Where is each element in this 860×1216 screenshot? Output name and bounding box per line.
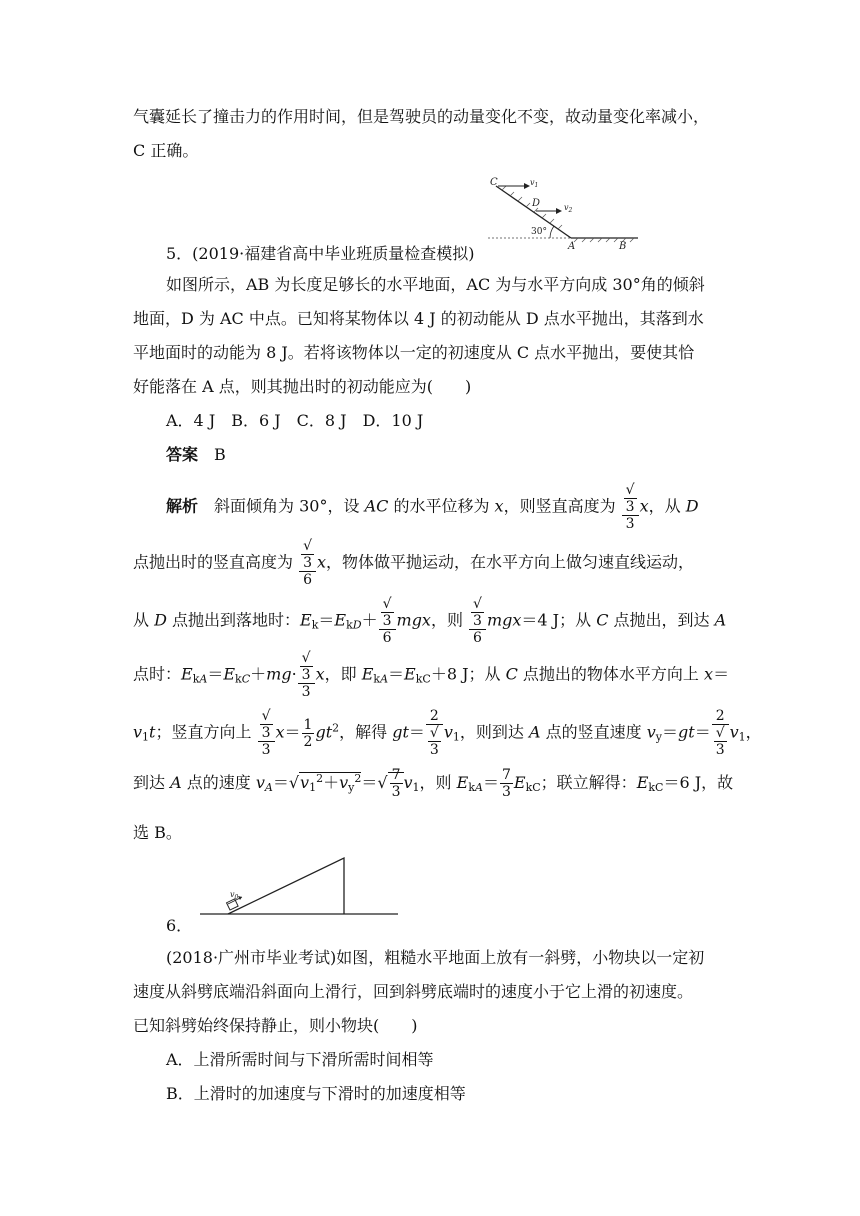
q5-source: 5．(2019·福建省高中毕业班质量检查模拟): [166, 244, 475, 263]
q5-analysis-6: 到达 A 点的速度 $v_A=√v_1^2+v_y^2=√$ $\frac{7}{3}$ $v_1$，则 $E_{kA}=$ $\frac{7}{3}$ $E_{kC}$；联立解得：$E_{kC}=6$ J，故: [133, 767, 734, 800]
q6-stem-2: 速度从斜劈底端沿斜面向上滑行，回到斜劈底端时的速度小于它上滑的初速度。: [133, 982, 694, 1001]
q5-analysis-4: 点时：$E_{kA}=E_{kC}+mg\cdot$ √ 3 3 x，即 $E_{kA}=E_{kC}+8$ J；从 C 点抛出的物体水平方向上 x＝: [133, 650, 730, 700]
q5-analysis-5: $v_1t$；竖直方向上 √ 3 3 x＝ $\frac{1}{2}$ $gt^2$，解得 gt＝ 2 √ 3 $v_1$，则到达 A 点的竖直速度 $v_y=gt=$ 2 √ 3 $v_1$，: [133, 708, 762, 758]
q5-options: A．4 J B．6 J C．8 J D．10 J: [166, 411, 424, 430]
q6-stem-3: 已知斜劈始终保持静止，则小物块( ): [133, 1016, 418, 1035]
q6-option-b: B．上滑时的加速度与下滑时的加速度相等: [166, 1084, 466, 1103]
q6-stem-1: (2018·广州市毕业考试)如图，粗糙水平地面上放有一斜劈，小物块以一定初: [166, 948, 705, 967]
q6-number: 6．: [166, 916, 193, 935]
label-v1: $v_1$: [530, 178, 539, 189]
label-v2: $v_2$: [564, 203, 573, 214]
q5-stem-4: 好能落在 A 点，则其抛出时的初动能应为( ): [133, 377, 472, 396]
answer-value: B: [214, 445, 226, 464]
label-v0: $v_0$: [230, 890, 239, 901]
q5-analysis-2: 点抛出时的竖直高度为 √ 3 6 x，物体做平抛运动，在水平方向上做匀速直线运动，: [133, 538, 695, 588]
incline-figure-q5: [488, 176, 668, 256]
analysis-label: 解析: [166, 496, 199, 516]
q6-option-a: A．上滑所需时间与下滑所需时间相等: [166, 1050, 434, 1069]
q5-analysis-7: 选 B。: [133, 823, 182, 842]
label-C: C: [490, 177, 498, 188]
q5-analysis-1: 解析 斜面倾角为 30°，设 AC 的水平位移为 x，则竖直高度为 √ 3 3 x，从 D: [166, 482, 699, 532]
label-D: D: [532, 198, 541, 209]
q5-answer: [166, 444, 226, 466]
q5-stem-1: 如图所示，AB 为长度足够长的水平地面，AC 为与水平方向成 30°角的倾斜: [166, 275, 705, 294]
q5-analysis-3: 从 D 点抛出到落地时：$E_k=E_{kD}+$ √ 3 6 mgx，则 √ 3 6 mgx＝4 J；从 C 点抛出，到达 A: [133, 596, 727, 646]
q5-stem-3: 平地面时的动能为 8 J。若将该物体以一定的初速度从 C 点水平抛出，要使其恰: [133, 343, 695, 362]
intro-line-1: 气囊延长了撞击力的作用时间，但是驾驶员的动量变化不变，故动量变化率减小，: [133, 107, 710, 126]
wedge-figure-q6: [198, 852, 398, 922]
q5-stem-2: 地面，D 为 AC 中点。已知将某物体以 4 J 的初动能从 D 点水平抛出，其落到水: [133, 309, 704, 328]
label-B: B: [619, 241, 627, 252]
answer-label: 答案: [166, 445, 199, 464]
intro-line-2: C 正确。: [133, 141, 199, 160]
label-A: A: [568, 241, 576, 252]
label-angle: 30°: [531, 227, 547, 237]
